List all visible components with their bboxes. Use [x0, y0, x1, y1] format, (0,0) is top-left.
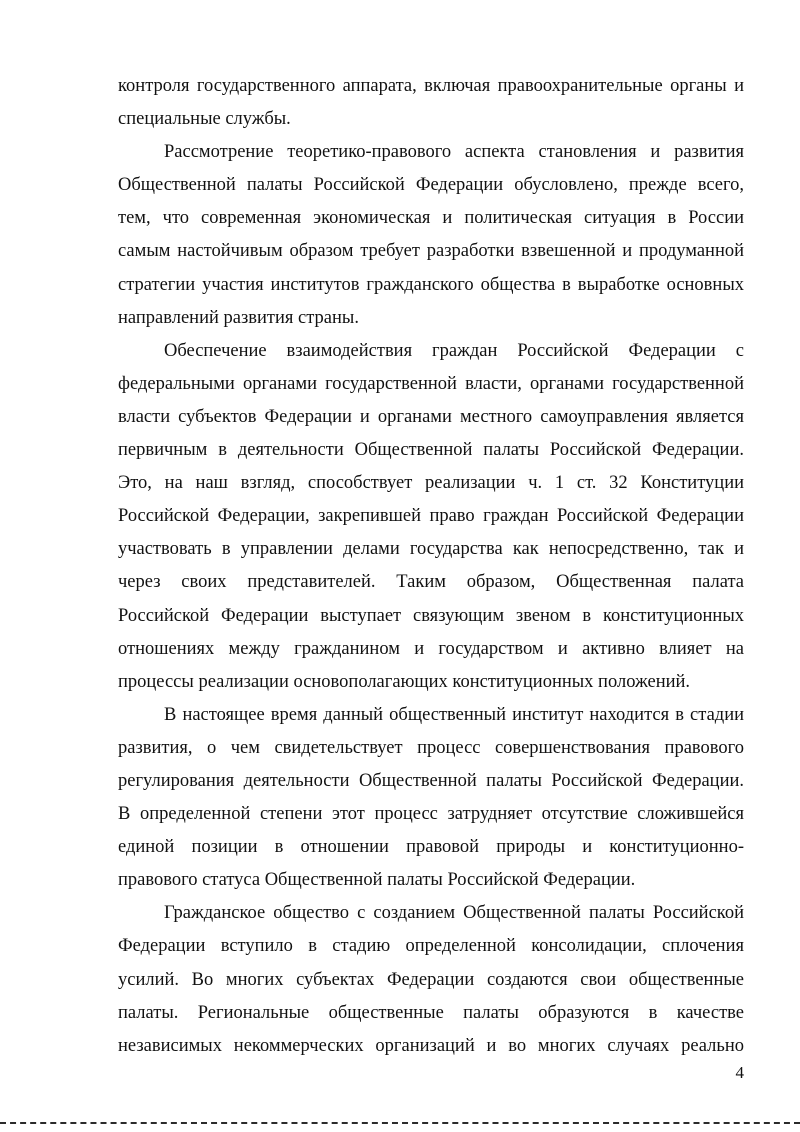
text-line: Федерации вступило в стадию определенной консолидации, сплочения: [118, 936, 744, 957]
text-line: усилий. Во многих субъектах Федерации создаются свои общественные: [118, 969, 744, 990]
text-line: Рассмотрение теоретико-правового аспекта становления и развития: [164, 142, 744, 163]
text-line: В определенной степени этот процесс затрудняет отсутствие сложившейся: [118, 804, 744, 825]
text-line: независимых некоммерческих организаций и во многих случаях реально: [118, 1035, 744, 1056]
scan-bottom-edge: [0, 1122, 800, 1124]
text-line: власти субъектов Федерации и органами местного самоуправления является: [118, 406, 744, 427]
text-line: палаты. Региональные общественные палаты образуются в качестве: [118, 1002, 744, 1023]
text-line: Это, на наш взгляд, способствует реализации ч. 1 ст. 32 Конституции: [118, 473, 744, 494]
text-line: В настоящее время данный общественный институт находится в стадии: [164, 704, 744, 725]
text-line: отношениях между гражданином и государством и активно влияет на: [118, 638, 744, 659]
text-line: Обеспечение взаимодействия граждан Российской Федерации с: [164, 340, 744, 361]
text-line: участвовать в управлении делами государства как непосредственно, так и: [118, 539, 744, 560]
text-line: специальные службы.: [118, 109, 291, 130]
text-line: процессы реализации основополагающих конституционных положений.: [118, 671, 691, 692]
text-line: первичным в деятельности Общественной палаты Российской Федерации.: [118, 440, 744, 461]
text-line: Российской Федерации выступает связующим звеном в конституционных: [118, 605, 744, 626]
text-line: Российской Федерации, закрепившей право граждан Российской Федерации: [118, 506, 744, 527]
text-line: правового статуса Общественной палаты Российской Федерации.: [118, 870, 636, 891]
text-line: федеральными органами государственной власти, органами государственной: [118, 373, 744, 394]
text-line: контроля государственного аппарата, включая правоохранительные органы и: [118, 76, 744, 96]
text-line: регулирования деятельности Общественной палаты Российской Федерации.: [118, 770, 744, 791]
text-line: тем, что современная экономическая и политическая ситуация в России: [118, 208, 744, 229]
text-line: Гражданское общество с созданием Общественной палаты Российской: [164, 903, 744, 924]
document-body: [118, 70, 744, 1063]
text-line: Общественной палаты Российской Федерации обусловлено, прежде всего,: [118, 175, 744, 196]
text-line: направлений развития страны.: [118, 307, 359, 328]
text-line: через своих представителей. Таким образом, Общественная палата: [118, 572, 744, 593]
text-line: самым настойчивым образом требует разработки взвешенной и продуманной: [118, 241, 744, 262]
page-number: 4: [735, 1063, 744, 1082]
text-line: стратегии участия институтов гражданского общества в выработке основных: [118, 274, 744, 295]
text-line: развития, о чем свидетельствует процесс совершенствования правового: [118, 737, 744, 758]
text-line: единой позиции в отношении правовой природы и конституционно-: [118, 837, 744, 858]
